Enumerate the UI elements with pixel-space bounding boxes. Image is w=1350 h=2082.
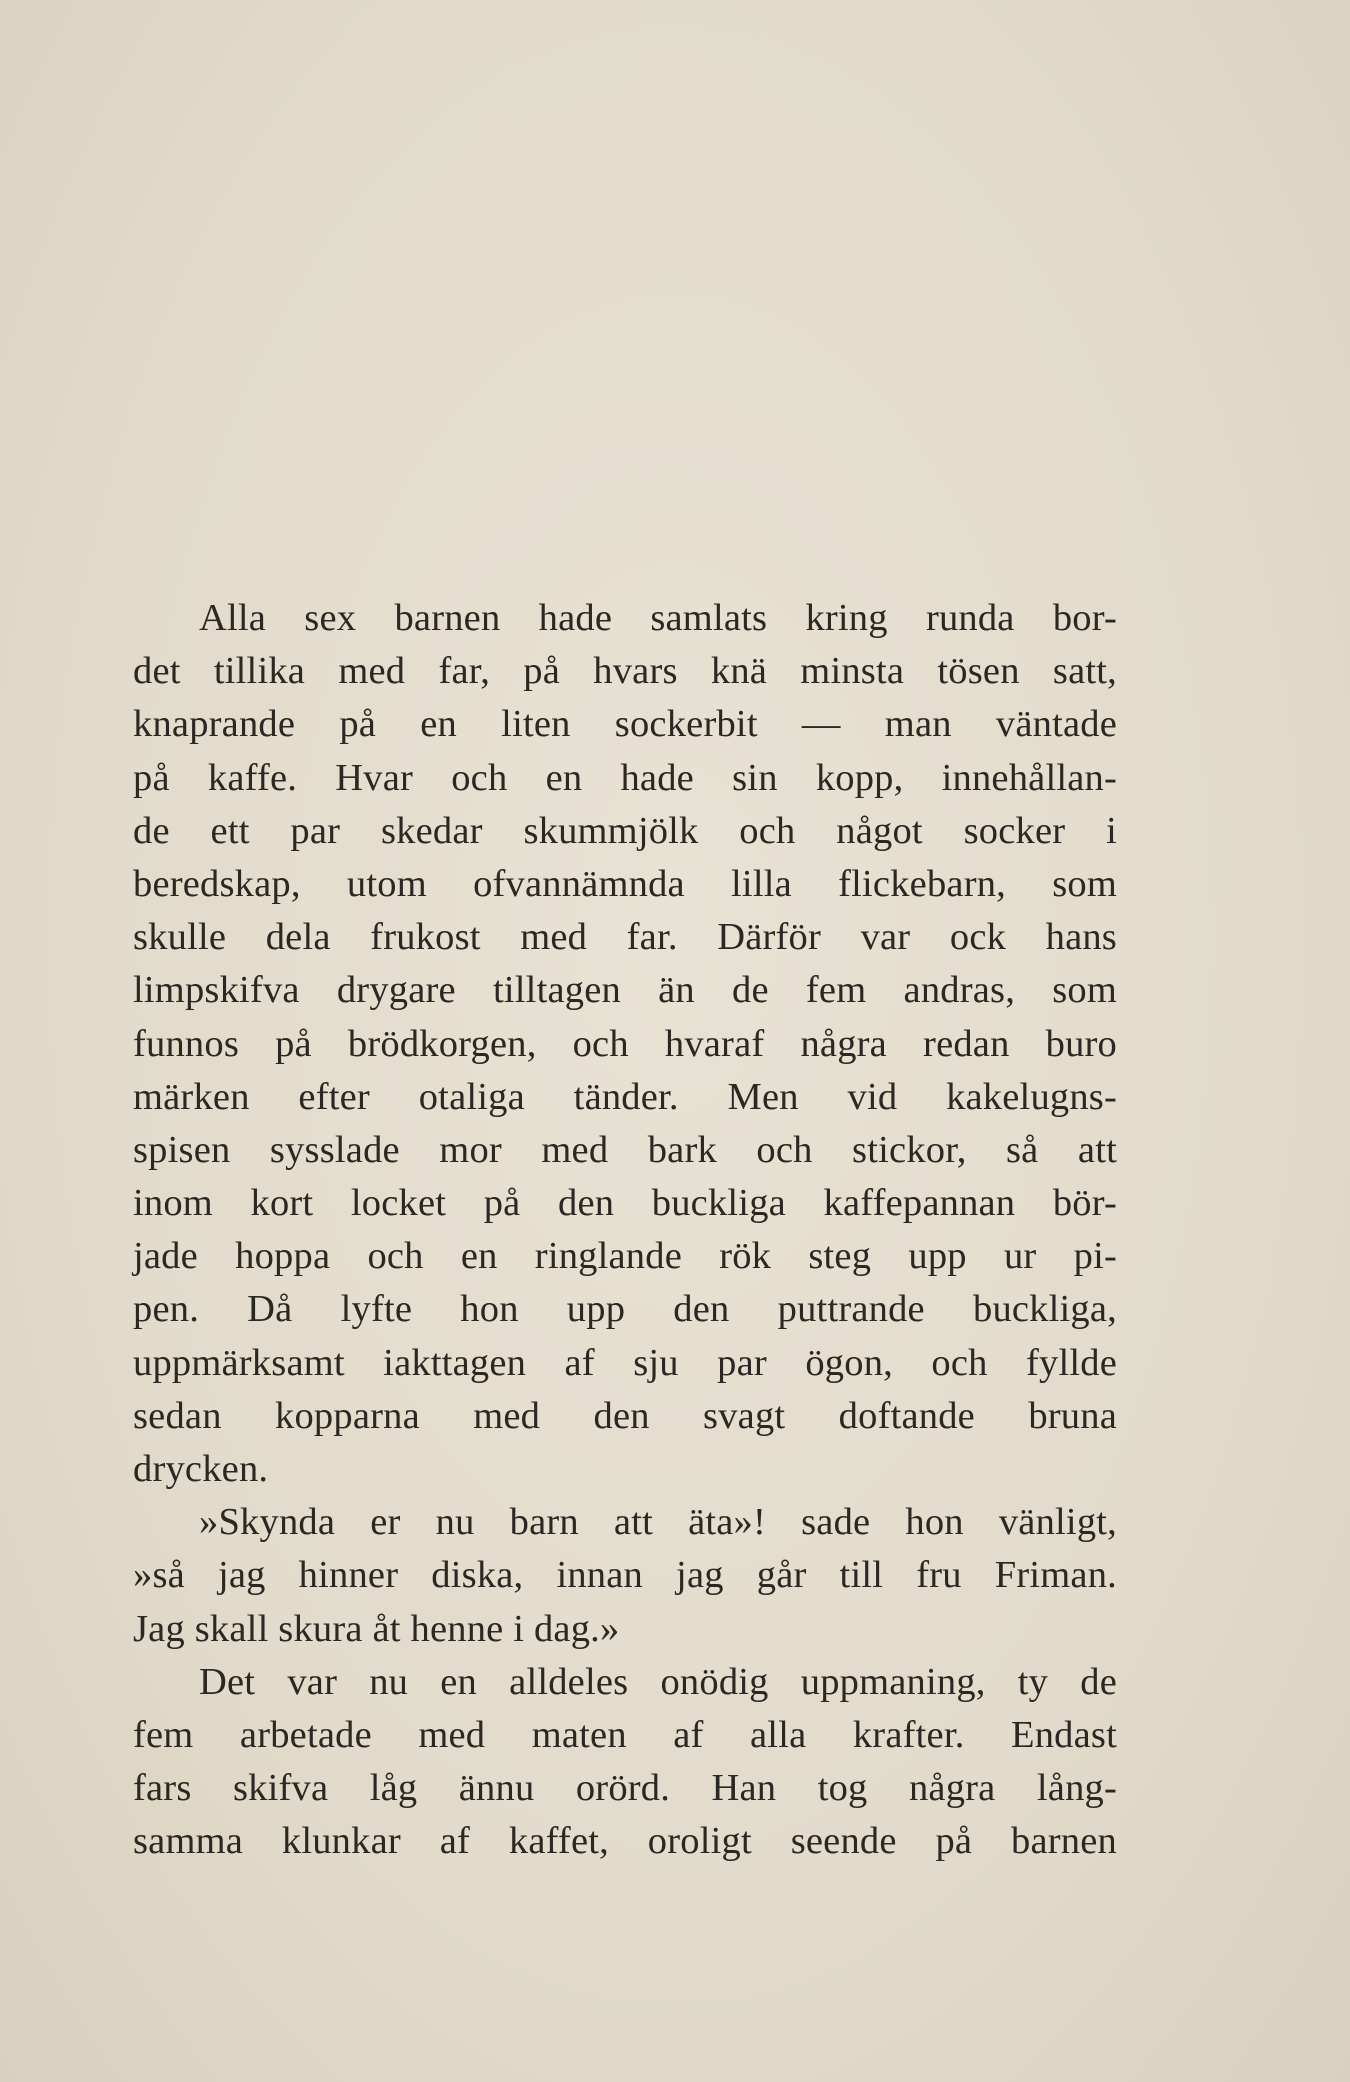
text-line: Det var nu en alldeles onödig uppmaning, ty de (199, 1660, 1117, 1703)
text-line: knaprande på en liten sockerbit — man väntade (133, 703, 1117, 746)
text-line: det tillika med far, på hvars knä minsta tösen satt, (133, 650, 1117, 693)
text-line: Alla sex barnen hade samlats kring runda bor- (199, 597, 1117, 639)
text-line: skulle dela frukost med far. Därför var ock hans (133, 916, 1117, 959)
text-line: »Skynda er nu barn att äta»! sade hon vänligt, (199, 1501, 1117, 1544)
body-text (133, 592, 1117, 1869)
text-line: jade hoppa och en ringlande rök steg upp ur pi- (133, 1235, 1117, 1278)
text-line: inom kort locket på den buckliga kaffepannan bör- (133, 1182, 1117, 1225)
text-line: sedan kopparna med den svagt doftande bruna (133, 1394, 1117, 1437)
text-line: Jag skall skura åt henne i dag.» (133, 1607, 620, 1650)
text-line: beredskap, utom ofvannämnda lilla flickebarn, som (133, 862, 1117, 905)
text-line: de ett par skedar skummjölk och något socker i (133, 809, 1117, 852)
text-line: uppmärksamt iakttagen af sju par ögon, och fyllde (133, 1341, 1117, 1384)
text-line: limpskifva drygare tilltagen än de fem andras, som (133, 969, 1117, 1012)
text-line: drycken. (133, 1448, 269, 1490)
text-line: fars skifva låg ännu orörd. Han tog några lång- (133, 1767, 1117, 1810)
text-line: på kaffe. Hvar och en hade sin kopp, innehållan- (133, 756, 1117, 799)
text-line: samma klunkar af kaffet, oroligt seende på barnen (133, 1820, 1117, 1863)
text-line: fem arbetade med maten af alla krafter. Endast (133, 1713, 1117, 1756)
text-line: spisen sysslade mor med bark och stickor, så att (133, 1128, 1117, 1171)
text-line: pen. Då lyfte hon upp den puttrande buckliga, (133, 1288, 1117, 1331)
text-line: funnos på brödkorgen, och hvaraf några redan buro (133, 1022, 1117, 1065)
text-line: »så jag hinner diska, innan jag går till fru Friman. (133, 1554, 1117, 1597)
text-line: märken efter otaliga tänder. Men vid kakelugns- (133, 1075, 1117, 1118)
